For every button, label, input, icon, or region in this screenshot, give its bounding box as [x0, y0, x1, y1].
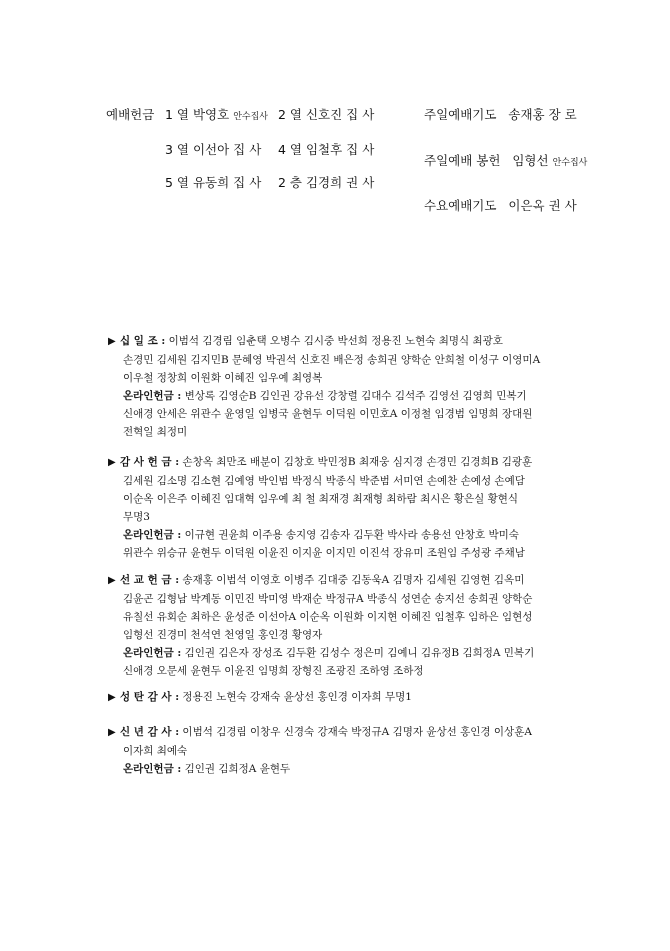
section-tithe — [108, 332, 578, 441]
bullet-arrow-icon: ▶ — [108, 336, 116, 347]
offering-row-3-a: 5 열 유동희 집 사 — [165, 175, 262, 190]
names-line: 이범석 김경림 임춘택 오병수 김시중 박선희 정용진 노현숙 최명식 최광호 — [168, 335, 503, 347]
names-line: 김세원 김소명 김소현 김예영 박인범 박정식 박종식 박준범 서미연 손예찬 손예성 손예담 — [123, 475, 525, 487]
names-line: 송재홍 이범석 이영호 이병주 김대중 김동욱A 김명자 김세원 김영현 김옥미 — [182, 574, 525, 586]
names-line: 변상록 김영순B 김인권 강유선 강창렬 김대수 김석주 김영선 김영희 민복기 — [184, 390, 527, 402]
offering-label: 예배헌금 — [106, 107, 155, 122]
names-line: 손경민 김세원 김지민B 문혜영 박권석 신호진 배은정 송희권 양학순 안희철 이성구 이영미A — [123, 354, 541, 366]
names-line: 위관수 위승규 윤현두 이덕원 이윤진 이지윤 이지민 이진석 장유미 조원임 주성광 주채남 — [123, 547, 525, 559]
section-title: 감 사 헌 금 : — [120, 456, 180, 468]
names-line: 임형선 진경미 천석연 천영일 홍인경 황영자 — [123, 629, 323, 641]
online-title: 온라인헌금 : — [123, 647, 182, 659]
names-line: 전혁일 최정미 — [123, 426, 188, 438]
offering-row-2-a: 3 열 이선아 집 사 — [165, 142, 262, 157]
names-line: 무명3 — [123, 511, 150, 523]
prayer-sunday: 주일예배기도 송재홍 장 로 — [424, 107, 577, 122]
bullet-arrow-icon: ▶ — [108, 692, 116, 703]
names-line: 이우철 정창희 이원화 이혜진 임우예 최영복 — [123, 372, 323, 384]
offering-row-1-a: 1 열 박영호 안수집사 — [165, 107, 268, 122]
offering-row-2-b: 4 열 임철후 집 사 — [278, 142, 375, 157]
names-line: 이순옥 이은주 이혜진 임대혁 임우예 최 철 최재경 최재형 최하람 최시은 황은실 황현식 — [123, 493, 519, 505]
online-title: 온라인헌금 : — [123, 529, 182, 541]
bullet-arrow-icon: ▶ — [108, 575, 116, 586]
section-newyear — [108, 723, 578, 778]
section-title: 신 년 감 사 : — [120, 726, 180, 738]
section-title: 십 일 조 : — [120, 335, 166, 347]
names-line: 김윤곤 김형남 박계동 이민진 박미영 박재순 박정규A 박종식 성연순 송지선 송희권 양학순 — [123, 593, 533, 605]
offering-row-1-b: 2 열 신호진 집 사 — [278, 107, 375, 122]
names-line: 이자희 최예숙 — [123, 745, 188, 757]
names-line: 신애경 안세은 위관수 윤영일 임병국 윤현두 이덕원 이민호A 이정철 임경범 임명희 장대원 — [123, 408, 533, 420]
bullet-arrow-icon: ▶ — [108, 457, 116, 468]
names-line: 정용진 노현숙 강재숙 윤상선 홍인경 이자희 무명1 — [182, 691, 412, 703]
names-line: 유칠선 유회순 최하은 윤성준 이선아A 이순옥 이원화 이지현 이혜진 임철후 임하은 임현성 — [123, 611, 533, 623]
bullet-arrow-icon: ▶ — [108, 727, 116, 738]
online-title: 온라인헌금 : — [123, 763, 182, 775]
names-line: 이규현 권윤희 이주용 송지영 김송자 김두환 박사라 송용선 안창호 박미숙 — [184, 529, 519, 541]
prayer-wednesday: 수요예배기도 이은옥 권 사 — [424, 198, 577, 213]
section-mission — [108, 571, 578, 680]
names-line: 김인권 김희정A 윤현두 — [184, 763, 291, 775]
section-thanks — [108, 453, 578, 562]
online-title: 온라인헌금 : — [123, 390, 182, 402]
section-christmas — [108, 688, 578, 707]
names-line: 이범석 김경림 이창우 신경숙 강재숙 박정규A 김명자 윤상선 홍인경 이상훈A — [182, 726, 532, 738]
section-title: 성 탄 감 사 : — [120, 691, 180, 703]
names-line: 손창옥 최만조 배분이 김창호 박민정B 최재웅 심지경 손경민 김경희B 김광훈 — [182, 456, 533, 468]
prayer-offering: 주일예배 봉헌 임형선 안수집사 — [424, 153, 588, 168]
section-title: 선 교 헌 금 : — [120, 574, 180, 586]
offering-row-3-b: 2 층 김경희 권 사 — [278, 175, 375, 190]
names-line: 김인권 김은자 장성조 김두환 김성수 정은미 김예니 김유정B 김희정A 민복기 — [184, 647, 535, 659]
offering-row-1-a-title: 안수집사 — [233, 112, 268, 122]
names-line: 신애경 오문세 윤현두 이윤진 임명희 장형진 조광진 조하영 조하정 — [123, 665, 424, 677]
